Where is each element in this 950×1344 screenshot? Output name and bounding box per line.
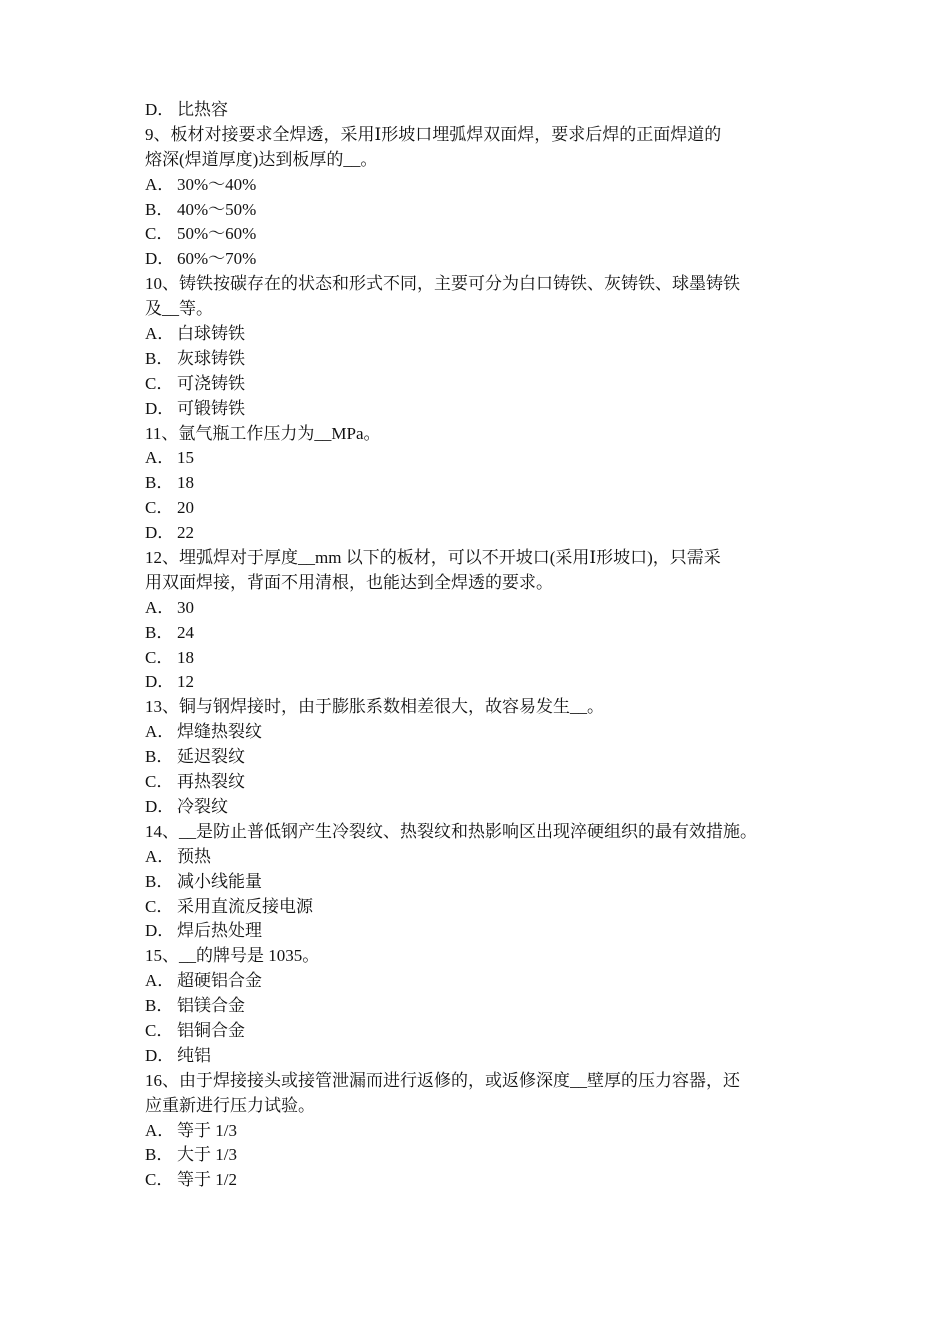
option-label: D． — [145, 1045, 175, 1065]
question-stem-line: 用双面焊接，背面不用清根，也能达到全焊透的要求。 — [145, 572, 553, 592]
option-b — [145, 621, 817, 646]
question-stem-line: 应重新进行压力试验。 — [145, 1095, 315, 1115]
question-stem-line: 9、板材对接要求全焊透，采用Ⅰ形坡口埋弧焊双面焊，要求后焊的正面焊道的 — [145, 124, 722, 144]
option-text: 30%～40% — [177, 174, 257, 194]
option-label: C． — [145, 1020, 174, 1040]
question-stem-line: 熔深(焊道厚度)达到板厚的__。 — [145, 149, 378, 169]
question-stem-line: 13、铜与钢焊接时，由于膨胀系数相差很大，故容易发生__。 — [145, 697, 604, 717]
option-d — [145, 795, 817, 820]
option-label: A． — [145, 1120, 175, 1140]
option-a — [145, 173, 817, 198]
option-c — [145, 1019, 817, 1044]
option-text: 12 — [177, 672, 194, 692]
option-a — [145, 596, 817, 621]
option-c — [145, 222, 817, 247]
option-label: D． — [145, 398, 175, 418]
question-stem-line: 15、__的牌号是 1035。 — [145, 946, 320, 966]
question-stem-line: 10、铸铁按碳存在的状态和形式不同，主要可分为白口铸铁、灰铸铁、球墨铸铁 — [145, 274, 740, 294]
option-b — [145, 1143, 817, 1168]
option-c — [145, 372, 817, 397]
document-page — [145, 98, 817, 1193]
option-text: 焊后热处理 — [177, 921, 262, 941]
question-11 — [145, 422, 817, 546]
option-d — [145, 397, 817, 422]
option-text: 20 — [177, 498, 194, 518]
option-b — [145, 994, 817, 1019]
option-line — [145, 98, 817, 123]
option-c — [145, 496, 817, 521]
option-text: 比热容 — [177, 100, 228, 119]
option-b — [145, 870, 817, 895]
option-text: 灰球铸铁 — [177, 348, 245, 368]
option-text: 可浇铸铁 — [177, 373, 245, 393]
option-label: A． — [145, 174, 175, 194]
option-b — [145, 745, 817, 770]
option-text: 铝镁合金 — [177, 996, 245, 1016]
option-text: 预热 — [177, 846, 211, 866]
option-b — [145, 347, 817, 372]
question-stem-line: 及__等。 — [145, 299, 213, 319]
option-a — [145, 720, 817, 745]
option-label: D． — [145, 672, 175, 692]
option-b — [145, 471, 817, 496]
question-stem-line: 12、埋弧焊对于厚度__mm 以下的板材，可以不开坡口(采用Ⅰ形坡口)，只需采 — [145, 548, 721, 568]
option-text: 等于 1/2 — [177, 1170, 237, 1190]
option-text: 白球铸铁 — [177, 324, 245, 344]
question-9 — [145, 123, 817, 272]
option-text: 40%～50% — [177, 199, 257, 219]
option-label: B． — [145, 747, 174, 767]
option-label: D． — [145, 100, 175, 119]
question-12 — [145, 546, 817, 695]
question-10 — [145, 272, 817, 421]
question-stem-line: 14、__是防止普低钢产生冷裂纹、热裂纹和热影响区出现淬硬组织的最有效措施。 — [145, 821, 757, 841]
question-15 — [145, 944, 817, 1068]
option-c — [145, 770, 817, 795]
option-text: 50%～60% — [177, 224, 257, 244]
option-text: 大于 1/3 — [177, 1145, 237, 1165]
option-label: A． — [145, 846, 175, 866]
option-label: D． — [145, 523, 175, 543]
option-c — [145, 1168, 817, 1193]
option-a — [145, 446, 817, 471]
option-label: A． — [145, 448, 175, 468]
option-d — [145, 670, 817, 695]
option-b — [145, 198, 817, 223]
option-text: 30 — [177, 597, 194, 617]
option-label: C． — [145, 498, 174, 518]
option-a — [145, 322, 817, 347]
option-text: 纯铝 — [177, 1045, 211, 1065]
option-label: D． — [145, 796, 175, 816]
option-text: 22 — [177, 523, 194, 543]
option-text: 60%～70% — [177, 249, 257, 269]
option-text: 再热裂纹 — [177, 772, 245, 792]
option-a — [145, 969, 817, 994]
option-label: A． — [145, 971, 175, 991]
option-d — [145, 521, 817, 546]
option-c — [145, 895, 817, 920]
question-14 — [145, 820, 817, 944]
option-label: C． — [145, 647, 174, 667]
option-text: 等于 1/3 — [177, 1120, 237, 1140]
option-text: 冷裂纹 — [177, 796, 228, 816]
option-label: B． — [145, 871, 174, 891]
option-label: C． — [145, 1170, 174, 1190]
option-label: B． — [145, 348, 174, 368]
option-text: 可锻铸铁 — [177, 398, 245, 418]
option-label: C． — [145, 772, 174, 792]
option-label: D． — [145, 249, 175, 269]
option-text: 24 — [177, 622, 194, 642]
option-label: B． — [145, 473, 174, 493]
option-label: B． — [145, 622, 174, 642]
option-label: D． — [145, 921, 175, 941]
option-label: C． — [145, 896, 174, 916]
option-text: 焊缝热裂纹 — [177, 722, 262, 742]
option-text: 减小线能量 — [177, 871, 262, 891]
option-text: 18 — [177, 647, 194, 667]
option-d — [145, 1044, 817, 1069]
option-label: A． — [145, 597, 175, 617]
option-text: 18 — [177, 473, 194, 493]
option-label: B． — [145, 199, 174, 219]
question-stem-line: 11、氩气瓶工作压力为__MPa。 — [145, 423, 381, 443]
question-16 — [145, 1069, 817, 1193]
question-stem-line: 16、由于焊接接头或接管泄漏而进行返修的，或返修深度__壁厚的压力容器，还 — [145, 1070, 740, 1090]
option-label: C． — [145, 224, 174, 244]
option-label: A． — [145, 722, 175, 742]
option-label: A． — [145, 324, 175, 344]
option-a — [145, 845, 817, 870]
option-label: C． — [145, 373, 174, 393]
option-text: 采用直流反接电源 — [177, 896, 313, 916]
option-text: 铝铜合金 — [177, 1020, 245, 1040]
option-c — [145, 646, 817, 671]
option-d — [145, 247, 817, 272]
question-13 — [145, 695, 817, 819]
option-label: B． — [145, 996, 174, 1016]
option-text: 超硬铝合金 — [177, 971, 262, 991]
option-label: B． — [145, 1145, 174, 1165]
option-text: 延迟裂纹 — [177, 747, 245, 767]
option-text: 15 — [177, 448, 194, 468]
option-a — [145, 1119, 817, 1144]
option-d — [145, 919, 817, 944]
